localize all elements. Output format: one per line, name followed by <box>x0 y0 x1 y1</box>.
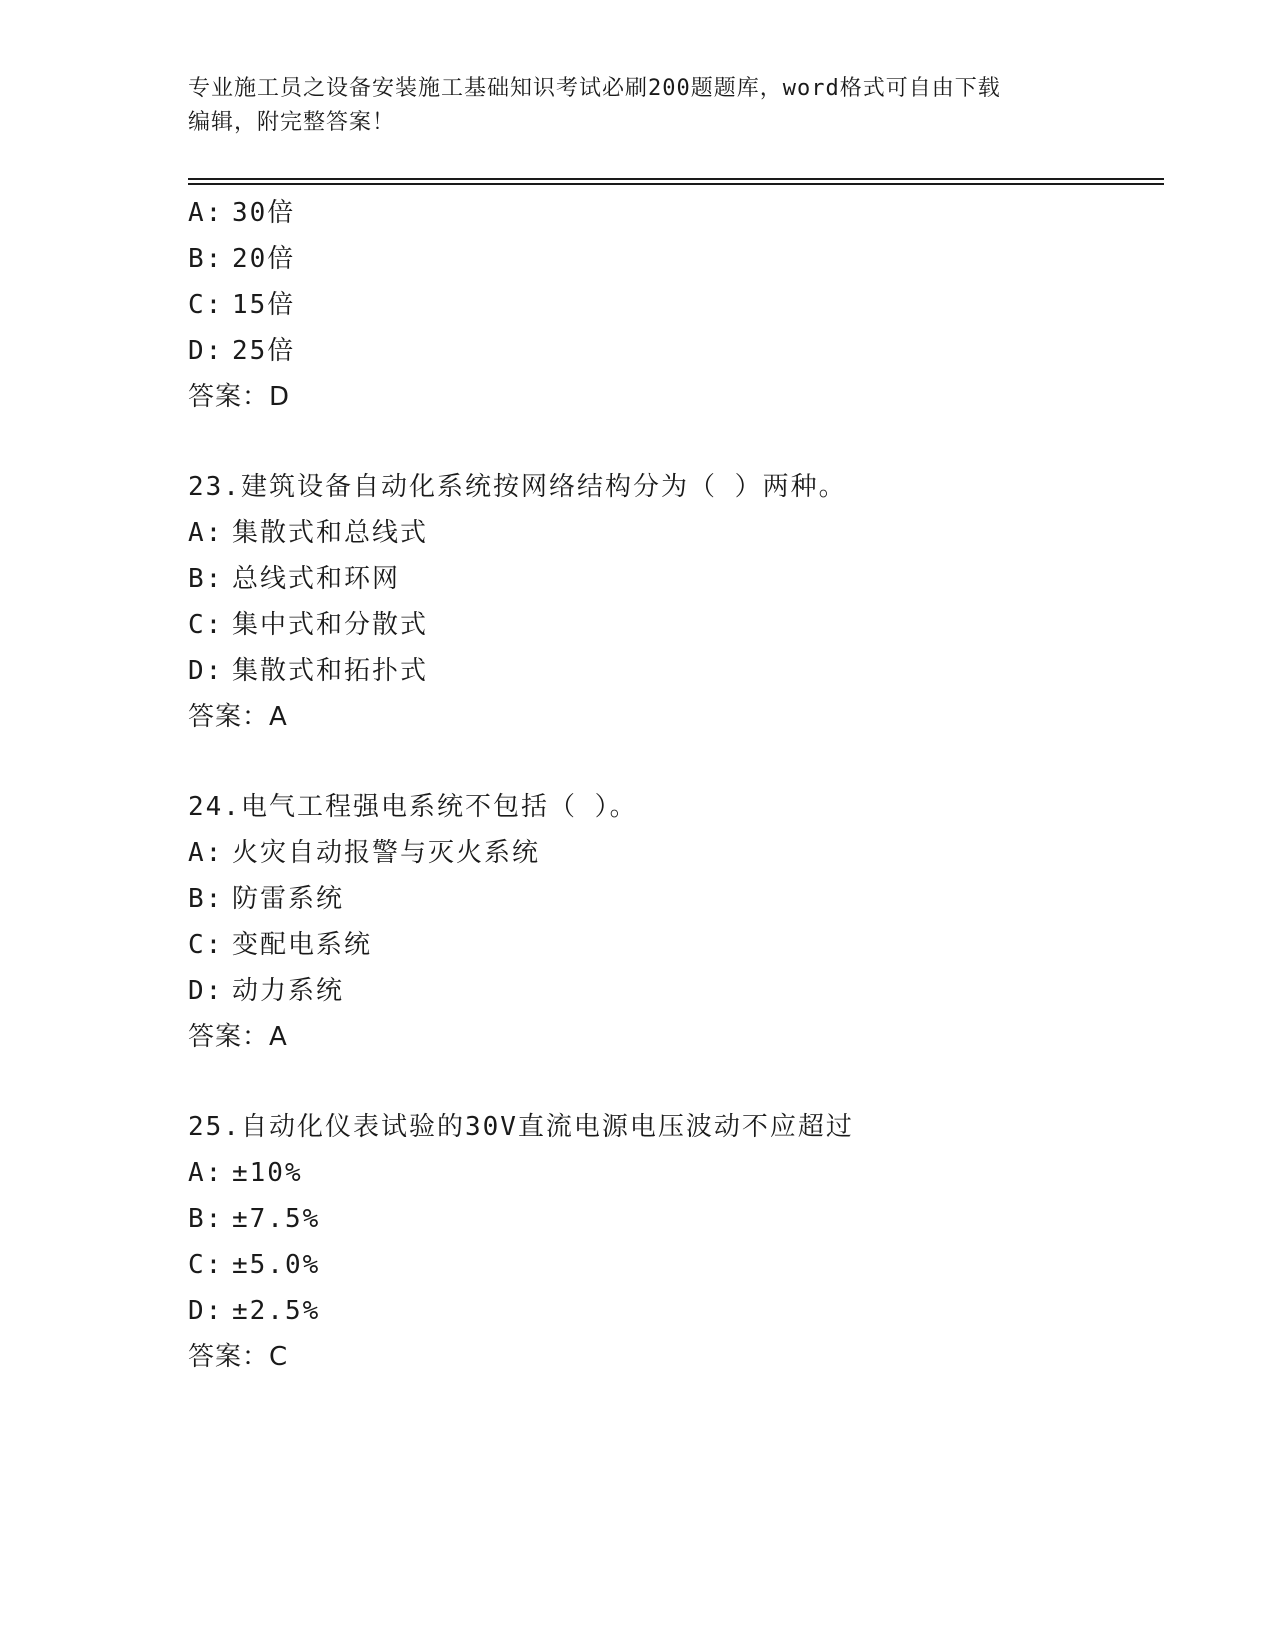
question-text: 23.建筑设备自动化系统按网络结构分为（ ）两种。 <box>188 472 847 502</box>
option-letter: C: <box>188 290 224 320</box>
option-text: 30倍 <box>232 198 296 228</box>
option-letter: A: <box>188 1158 224 1188</box>
question-block-25 <box>188 1104 1168 1380</box>
option-letter: B: <box>188 244 224 274</box>
option-d <box>188 328 1168 374</box>
option-b <box>188 876 1168 922</box>
question-block-22 <box>188 190 1168 420</box>
question-text: 25.自动化仪表试验的30V直流电源电压波动不应超过 <box>188 1112 854 1142</box>
option-c <box>188 922 1168 968</box>
option-text: ±5.0% <box>232 1250 321 1280</box>
option-a <box>188 1150 1168 1196</box>
header-divider-bottom <box>188 183 1164 185</box>
option-letter: C: <box>188 1250 224 1280</box>
option-b <box>188 236 1168 282</box>
option-text: 变配电系统 <box>232 930 373 960</box>
option-text: 25倍 <box>232 336 296 366</box>
option-letter: C: <box>188 610 224 640</box>
option-text: ±7.5% <box>232 1204 321 1234</box>
option-text: ±2.5% <box>232 1296 321 1326</box>
option-letter: D: <box>188 1296 224 1326</box>
question-text: 24.电气工程强电系统不包括（ ）。 <box>188 792 638 822</box>
option-b <box>188 556 1168 602</box>
question-block-24 <box>188 784 1168 1060</box>
answer-line: 答案：D <box>188 382 291 412</box>
option-text: 20倍 <box>232 244 296 274</box>
option-a <box>188 830 1168 876</box>
option-text: 集散式和拓扑式 <box>232 656 429 686</box>
option-d <box>188 968 1168 1014</box>
option-letter: C: <box>188 930 224 960</box>
option-d <box>188 648 1168 694</box>
option-letter: A: <box>188 198 224 228</box>
option-text: 火灾自动报警与灭火系统 <box>232 838 541 868</box>
spacer <box>188 420 1168 464</box>
option-a <box>188 510 1168 556</box>
option-letter: D: <box>188 976 224 1006</box>
option-letter: B: <box>188 884 224 914</box>
option-text: 集散式和总线式 <box>232 518 429 548</box>
option-c <box>188 1242 1168 1288</box>
answer-line: 答案：A <box>188 1022 288 1052</box>
option-text: 防雷系统 <box>232 884 345 914</box>
option-letter: B: <box>188 564 224 594</box>
option-d <box>188 1288 1168 1334</box>
answer-line: 答案：A <box>188 702 288 732</box>
option-letter: D: <box>188 656 224 686</box>
option-text: 总线式和环网 <box>232 564 401 594</box>
question-block-23 <box>188 464 1168 740</box>
option-b <box>188 1196 1168 1242</box>
spacer <box>188 1060 1168 1104</box>
option-text: 集中式和分散式 <box>232 610 429 640</box>
option-letter: D: <box>188 336 224 366</box>
spacer <box>188 740 1168 784</box>
option-letter: B: <box>188 1204 224 1234</box>
option-a <box>188 190 1168 236</box>
option-letter: A: <box>188 518 224 548</box>
option-text: ±10% <box>232 1158 303 1188</box>
option-c <box>188 602 1168 648</box>
answer-line: 答案：C <box>188 1342 289 1372</box>
document-header <box>188 72 1068 140</box>
option-letter: A: <box>188 838 224 868</box>
header-title-line-2: 编辑，附完整答案！ <box>188 110 396 135</box>
question-list <box>188 190 1168 1380</box>
option-c <box>188 282 1168 328</box>
option-text: 动力系统 <box>232 976 345 1006</box>
header-title-line-1: 专业施工员之设备安装施工基础知识考试必刷200题题库，word格式可自由下载 <box>188 76 1001 101</box>
option-text: 15倍 <box>232 290 296 320</box>
header-divider-top <box>188 178 1164 180</box>
